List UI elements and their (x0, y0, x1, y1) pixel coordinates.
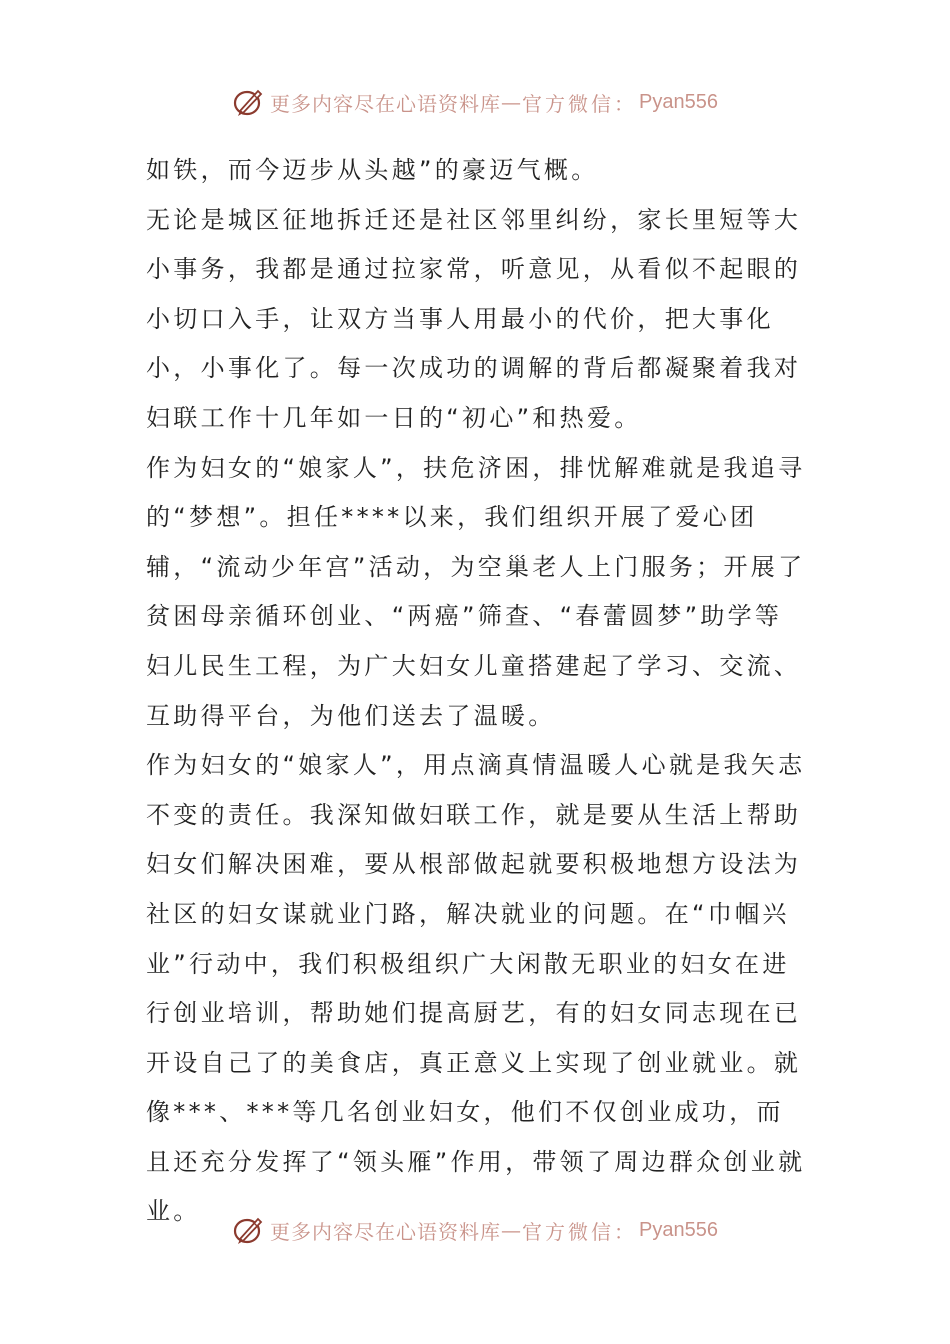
body-text (146, 146, 806, 1237)
footer-watermark (0, 1208, 950, 1252)
footer-wechat-id: Pyan556 (639, 1218, 718, 1241)
paragraph: 如铁，而今迈步从头越”的豪迈气概。 (146, 156, 599, 184)
header-official-label: 官方微信： (522, 91, 638, 116)
pen-logo-icon (232, 85, 266, 119)
footer-brand-text: 更多内容尽在心语资料库 (270, 1219, 502, 1244)
header-dash: — (501, 90, 523, 114)
header-watermark (0, 80, 950, 124)
header-wechat-id: Pyan556 (639, 90, 718, 113)
paragraph: 无论是城区征地拆迁还是社区邻里纠纷，家长里短等大小事务，我都是通过拉家常，听意见，从看似不起眼的小切口入手，让双方当事人用最小的代价，把大事化小，小事化了。每一次成功的调解的背后都凝聚着我对妇联工作十几年如一日的“初心”和热爱。 (146, 205, 802, 432)
pen-logo-icon (232, 1213, 266, 1247)
paragraph: 作为妇女的“娘家人”，用点滴真情温暖人心就是我矢志不变的责任。我深知做妇联工作，就是要从生活上帮助妇女们解决困难，要从根部做起就要积极地想方设法为社区的妇女谋就业门路，解决就业的问题。在“巾帼兴业”行动中，我们积极组织广大闲散无职业的妇女在进行创业培训，帮助她们提高厨艺，有的妇女同志现在已开设自己了的美食店，真正意义上实现了创业就业。就像***、***等几名创业妇女，他们不仅创业成功，而且还充分发挥了“领头雁”作用，带领了周边群众创业就业。 (146, 751, 806, 1226)
footer-dash: — (501, 1218, 523, 1242)
header-brand-text: 更多内容尽在心语资料库 (270, 91, 502, 116)
footer-official-label: 官方微信： (522, 1219, 638, 1244)
paragraph: 作为妇女的“娘家人”，扶危济困，排忧解难就是我追寻的“梦想”。担任****以来，我们组织开展了爱心团辅，“流动少年宫”活动，为空巢老人上门服务；开展了贫困母亲循环创业、“两癌”筛查、“春蕾圆梦”助学等妇儿民生工程，为广大妇女儿童搭建起了学习、交流、互助得平台，为他们送去了温暖。 (146, 453, 806, 730)
